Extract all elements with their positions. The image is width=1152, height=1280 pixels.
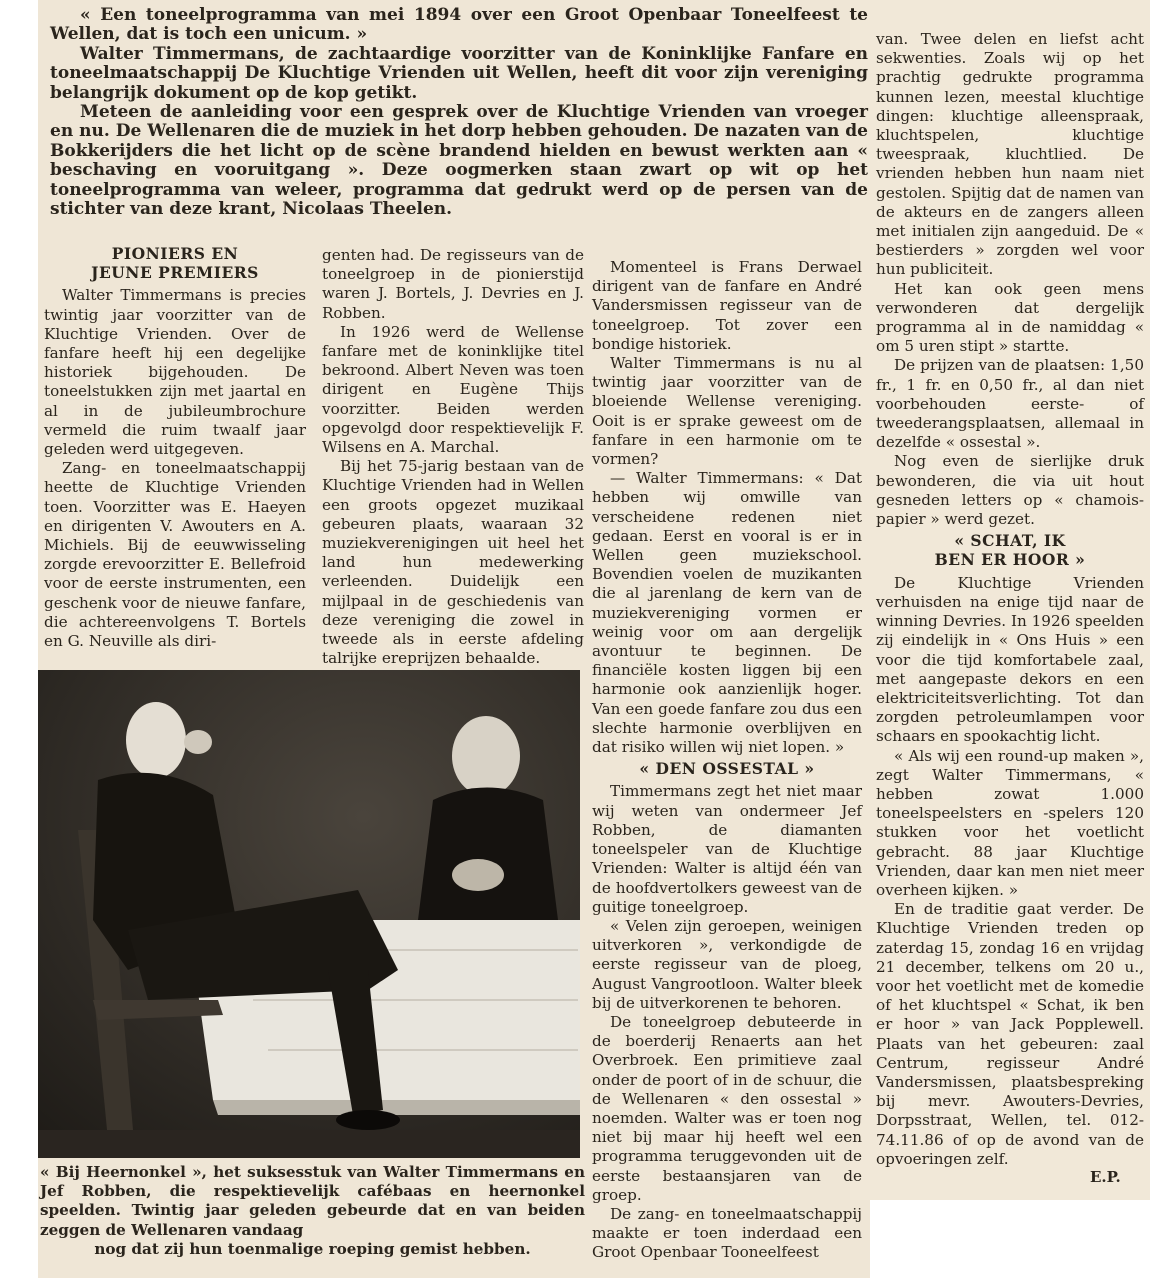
paragraph: — Walter Timmermans: « Dat hebben wij omwille van verscheidene redenen niet gedaan. Eerst en vooral is er in Wellen geen muziekschool. Bovendien voelen de muzikanten die al jarenlang de kern van de muziekvereniging vormen er weinig voor om aan dergelijk avontuur te beginnen. De financiële kosten liggen bij een harmonie ook aanzienlijk hoger. Van een goede fanfare zou dus een slechte harmonie overblijven en dat risiko willen wij niet lopen. » (592, 469, 862, 757)
photo-illustration (38, 670, 580, 1158)
paragraph: Momenteel is Frans Derwael dirigent van de fanfare en André Vandersmissen regisseur van de toneelgroep. Tot zover een bondige historiek. (592, 258, 862, 353)
column-3 (592, 258, 862, 1263)
paragraph: « Als wij een round-up maken », zegt Walter Timmermans, « hebben zowat 1.000 toneelspeelsters en -spelers 120 stukken voor het voetlicht gebracht. 88 jaar Kluchtige Vrienden, daar kan men niet meer overheen kijken. » (876, 746, 1144, 899)
paragraph: De zang- en toneelmaatschappij maakte er toen inderdaad een Groot Openbaar Tooneelfeest (592, 1204, 862, 1262)
lead-paragraph: Meteen de aanleiding voor een gesprek over de Kluchtige Vrienden van vroeger en nu. De Wellenaren die de muziek in het dorp hebben gehouden. De nazaten van de Bokkerijders die het licht op de scène brandend hielden en bewust werkten aan « beschaving en vooruitgang ». Deze oogmerken staan zwart op wit op het toneelprogramma van weleer, programma dat gedrukt werd op de persen van de stichter van deze krant, Nicolaas Theelen. (50, 102, 868, 220)
author-signature: E.P. (1090, 1168, 1121, 1186)
paragraph: Het kan ook geen mens verwonderen dat dergelijk programma al in de namiddag « om 5 uren stipt » startte. (876, 279, 1144, 356)
section-heading: « SCHAT, IK BEN ER HOOR » (934, 531, 1086, 570)
paragraph: En de traditie gaat verder. De Kluchtige Vrienden treden op zaterdag 15, zondag 16 en vrijdag 21 december, telkens om 20 u., voor het voetlicht met de komedie of het kluchtspel « Schat, ik ben er hoor » van Jack Popplewell. Plaats van het gebeuren: zaal Centrum, regisseur André Vandersmissen, plaatsbespreking bij mevr. Awouters-Devries, Dorpsstraat, Wellen, tel. 012-74.11.86 of op de avond van de opvoeringen zelf. (876, 900, 1144, 1168)
lead-paragraph: Walter Timmermans, de zachtaardige voorzitter van de Koninklijke Fanfare en toneelmaatschappij De Kluchtige Vrienden uit Wellen, heeft dit voor zijn vereniging belangrijk dokument op de kop getikt. (50, 43, 868, 103)
column-4 (876, 30, 1144, 1169)
paragraph: Nog even de sierlijke druk bewonderen, die via uit hout gesneden letters op « chamois-papier » werd gezet. (876, 452, 1144, 529)
paragraph: van. Twee delen en liefst acht sekwenties. Zoals wij op het prachtig gedrukte programma kunnen lezen, meestal kluchtige dingen: kluchtige alleenspraak, kluchtspelen, kluchtige tweespraak, kluchtlied. De vrienden hebben hun naam niet gestolen. Spijtig dat de namen van de akteurs en de zangers alleen met initialen zijn aangeduid. De « bestierders » zorgden wel voor hun publiciteit. (876, 30, 1144, 279)
paragraph: Zang- en toneelmaatschappij heette de Kluchtige Vrienden toen. Voorzitter was E. Haeyen en dirigenten V. Awouters en A. Michiels. Bij de eeuwwisseling zorgde erevoorzitter E. Bellefroid voor de eerste instrumenten, een geschenk voor de nieuwe fanfare, die achtereenvolgens T. Bortels en G. Neuville als diri- (44, 459, 306, 651)
column-2 (322, 246, 584, 668)
paragraph: Bij het 75-jarig bestaan van de Kluchtige Vrienden had in Wellen een groots opgezet muzikaal gebeuren plaats, waaraan 32 muziekverenigingen uit heel het land hun medewerking verleenden. Duidelijk een mijlpaal in de geschiedenis van deze vereniging die zowel in tweede als in eerste afdeling talrijke ereprijzen behaalde. (322, 457, 584, 668)
lead-quote: « Een toneelprogramma van mei 1894 over een Groot Openbaar Toneelfeest te Wellen, dat is toch een unicum. » (50, 5, 868, 45)
paragraph: genten had. De regisseurs van de toneelgroep in de pionierstijd waren J. Bortels, J. Devries en J. Robben. (322, 246, 584, 322)
man-head (126, 702, 186, 778)
paragraph: In 1926 werd de Wellense fanfare met de koninklijke titel bekroond. Albert Neven was toen dirigent en Eugène Thijs voorzitter. Beiden werden opgevolgd door respektievelijk F. Wilsens en A. Marchal. (322, 322, 584, 457)
woman-body (418, 788, 558, 921)
paragraph: Walter Timmermans is nu al twintig jaar voorzitter van de bloeiende Wellense vereniging. Ooit is er sprake geweest om de fanfare in een harmonie om te vormen? (592, 354, 862, 469)
column-1 (44, 242, 306, 651)
section-heading: PIONIERS EN JEUNE PREMIERS (91, 244, 259, 283)
paragraph: De Kluchtige Vrienden verhuisden na enige tijd naar de winning Devries. In 1926 speelden zij eindelijk in « Ons Huis » een voor die tijd komfortabele zaal, met aangepaste dekors en een elektriciteitsverlichting. Tot dan zorgden petroleumlampen voor schaars en spookachtig licht. (876, 573, 1144, 746)
shoe (336, 1110, 400, 1130)
paragraph: Walter Timmermans is precies twintig jaar voorzitter van de Kluchtige Vrienden. Over de fanfare heeft hij een degelijke historiek bijgehouden. De toneelstukken zijn met jaartal en al in de jubileumbrochure vermeld die ruim twaalf jaar geleden werd uitgegeven. (44, 286, 306, 459)
section-heading: « DEN OSSESTAL » (639, 759, 815, 779)
article-lead (50, 6, 868, 219)
paragraph: « Velen zijn geroepen, weinigen uitverkoren », verkondigde de eerste regisseur van de ploeg, August Vangrootloon. Walter bleek bij de uitverkorenen te behoren. (592, 916, 862, 1012)
photo-caption: « Bij Heernonkel », het suksesstuk van Walter Timmermans en Jef Robben, die respektievelijk cafébaas en heernonkel speelden. Twintig jaar geleden gebeurde dat en van beiden zeggen de Wellenaren vandaag nog dat zij hun toenmalige roeping gemist hebben. (40, 1163, 585, 1258)
article-photo (38, 670, 580, 1158)
woman-head (452, 716, 520, 796)
paragraph: De prijzen van de plaatsen: 1,50 fr., 1 fr. en 0,50 fr., al dan niet voorbehouden eerste- of tweederangsplaatsen, allemaal in dezelfde « ossestal ». (876, 356, 1144, 452)
paragraph: De toneelgroep debuteerde in de boerderij Renaerts aan het Overbroek. Een primitieve zaal onder de poort of in de schuur, die de Wellenaren « den ossestal » noemden. Walter was er toen nog niet bij maar hij heeft wel een programma teruggevonden uit de eerste bestaansjaren van de groep. (592, 1012, 862, 1204)
paragraph: Timmermans zegt het niet maar wij weten van ondermeer Jef Robben, de diamanten toneelspeler van de Kluchtige Vrienden: Walter is altijd één van de hoofdvertolkers geweest van de guitige toneelgroep. (592, 782, 862, 916)
